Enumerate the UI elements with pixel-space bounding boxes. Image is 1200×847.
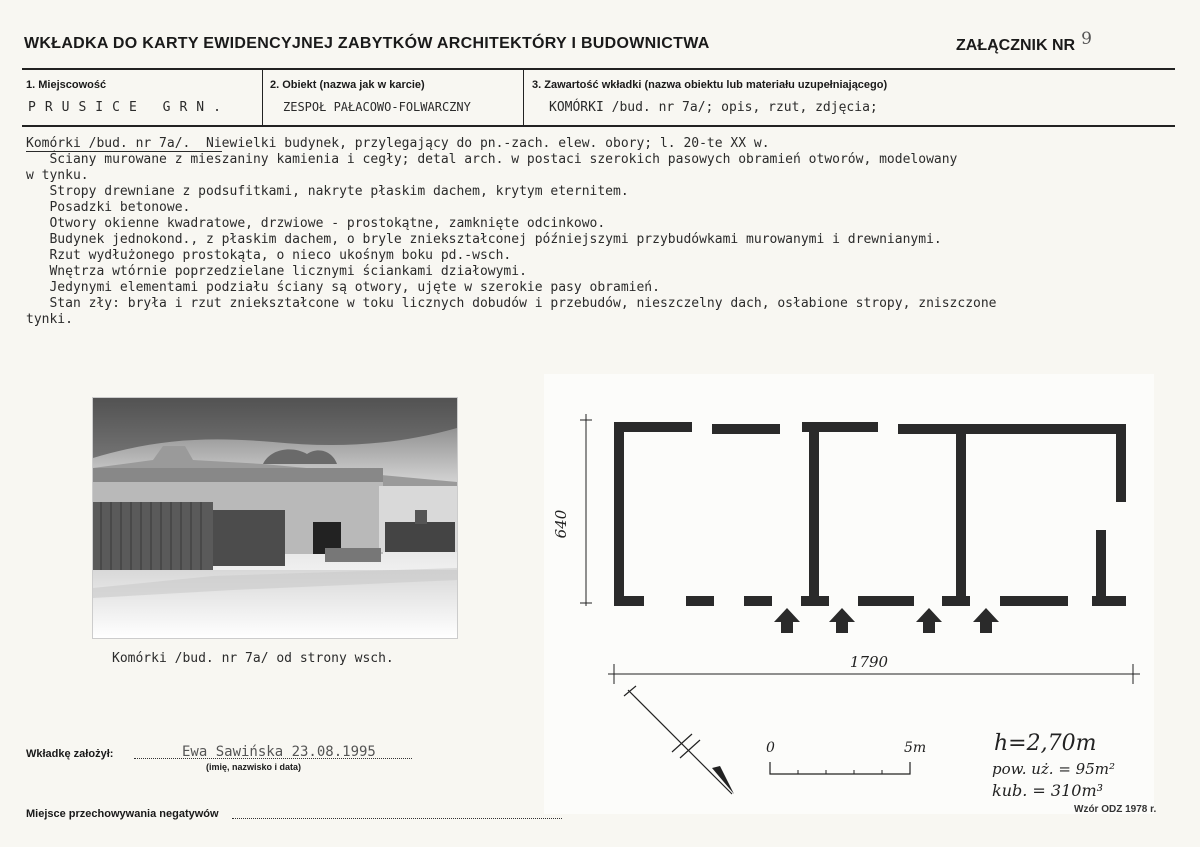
field-3-label: 3. Zawartość wkładki (nazwa obiektu lub materiału uzupełniającego) <box>532 79 888 91</box>
description-text <box>26 136 997 328</box>
description-line: Stan zły: bryła i rzut zniekształcone w toku licznych dobudów i przebudów, nieszczelny dach, osłabione stropy, zniszczone <box>26 296 997 311</box>
description-line: Stropy drewniane z podsufitkami, nakryte płaskim dachem, krytym eternitem. <box>26 184 629 199</box>
floor-plan-drawing <box>544 374 1157 815</box>
field-2-label: 2. Obiekt (nazwa jak w karcie) <box>270 79 425 91</box>
divider-top <box>22 68 1175 70</box>
negatives-label: Miejsce przechowywania negatywów <box>26 808 219 820</box>
form-title: WKŁADKA DO KARTY EWIDENCYJNEJ ZABYTKÓW ARCHITEKTÓRY I BUDOWNICTWA <box>24 35 710 52</box>
author-value: Ewa Sawińska 23.08.1995 <box>182 744 376 760</box>
form-number: Wzór ODZ 1978 r. <box>1074 804 1157 815</box>
description-line: Otwory okienne kwadratowe, drzwiowe - prostokątne, zamknięte odcinkowo. <box>26 216 606 231</box>
description-line: Komórki /bud. nr 7a/. Niewielki budynek, przylegający do pn.-zach. elew. obory; l. 20-te XX w. <box>26 136 770 151</box>
description-line: w tynku. <box>26 168 89 183</box>
height-note: h=2,70m <box>994 731 1097 756</box>
scale-start: 0 <box>766 740 775 756</box>
dim-vertical: 640 <box>552 509 570 539</box>
field-1-value: PRUSICE GRN. <box>28 100 230 115</box>
description-line: Jedynymi elementami podziału ściany są otwory, ujęte w szerokie pasy obramień. <box>26 280 660 295</box>
attachment-number: 9 <box>1081 29 1092 49</box>
divider-fields <box>22 125 1175 127</box>
description-line: Rzut wydłużonego prostokąta, o nieco ukośnym boku pd.-wsch. <box>26 248 512 263</box>
divider-col-2 <box>523 70 524 125</box>
author-label: Wkładkę założył: <box>26 748 114 760</box>
description-line: Posadzki betonowe. <box>26 200 191 215</box>
field-2-value: ZESPOŁ PAŁACOWO-FOLWARCZNY <box>283 100 471 114</box>
attachment-label-text: ZAŁĄCZNIK NR <box>956 37 1076 54</box>
description-line: tynki. <box>26 312 73 327</box>
volume-note: kub. = 310m³ <box>992 781 1104 800</box>
divider-col-1 <box>262 70 263 125</box>
negatives-dotted-line <box>232 818 562 819</box>
attachment-label <box>956 29 1092 55</box>
building-photo <box>92 397 458 639</box>
photo-caption: Komórki /bud. nr 7a/ od strony wsch. <box>112 651 394 666</box>
area-note: pow. uż. = 95m² <box>992 760 1115 778</box>
description-line: Budynek jednokond., z płaskim dachem, o bryle zniekształconej późniejszymi przybudówkami murowanymi i drewnianymi. <box>26 232 942 247</box>
description-line: Ściany murowane z mieszaniny kamienia i cegły; detal arch. w postaci szerokich pasowych obramień otworów, modelowany <box>26 152 958 167</box>
field-3-value: KOMÓRKI /bud. nr 7a/; opis, rzut, zdjęcia; <box>549 100 878 115</box>
dim-horizontal: 1790 <box>849 653 889 671</box>
scale-end: 5m <box>904 740 927 756</box>
title-underline <box>26 151 222 152</box>
floor-plan <box>544 374 1157 815</box>
author-sublabel: (imię, nazwisko i data) <box>206 762 302 772</box>
photo-image <box>93 398 457 638</box>
field-1-label: 1. Miejscowość <box>26 79 107 91</box>
description-line: Wnętrza wtórnie poprzedzielane licznymi ściankami działowymi. <box>26 264 527 279</box>
